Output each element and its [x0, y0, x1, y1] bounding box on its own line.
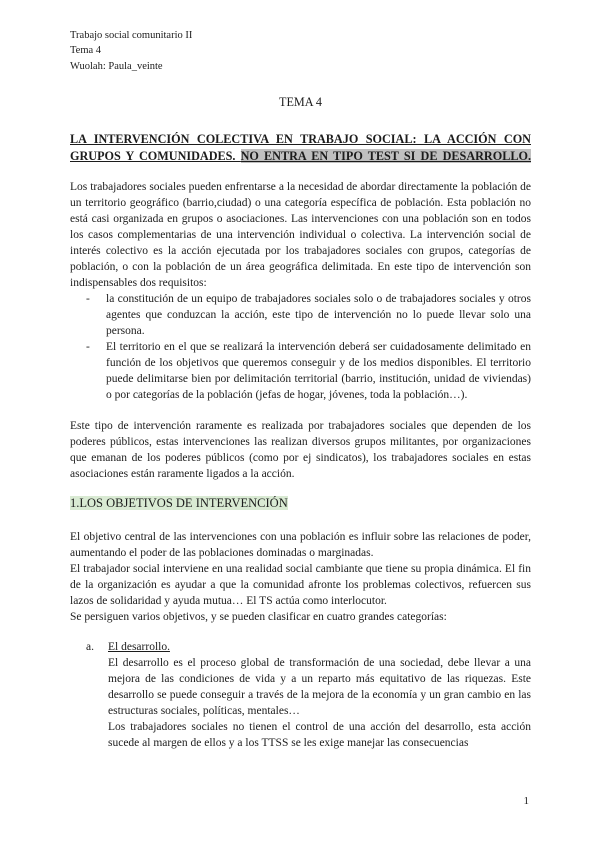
list-item — [70, 291, 531, 339]
main-heading-line2 — [70, 148, 531, 164]
bullet-marker: - — [86, 293, 90, 306]
category-item-a — [70, 639, 531, 751]
page-number: 1 — [523, 795, 529, 807]
section-1-paragraph-3: Se persiguen varios objetivos, y se pueden clasificar en cuatro grandes categorías: — [70, 611, 447, 624]
page-content — [70, 0, 531, 751]
section-1-paragraph-2: El trabajador social interviene en una realidad social cambiante que tiene su propia dinámica. El fin de la organización es ayudar a que la comunidad afronte los problemas colectivos, refuercen sus lazos de solidaridad y ayuda mutua… El TS actúa como interlocutor. — [70, 563, 531, 608]
intro-paragraph-2: Este tipo de intervención raramente es realizada por trabajadores sociales que dependen de los poderes públicos, estas intervenciones las realizan diversos grupos militantes, por organizaciones que emanan de los poderes públicos (como por ej sindicatos), los trabajadores sociales en estas asociaciones están raramente ligados a la acción. — [70, 420, 531, 481]
item-a-body-1: El desarrollo es el proceso global de transformación de una sociedad, debe llevar a una mejora de las condiciones de vida y a un reparto más equitativo de las riquezas. Este desarrollo se puede conseguir a través de la mejora de la economía y un gran cambio en las estructuras sociales, políticas, mentales… — [108, 657, 531, 718]
list-item-text: El territorio en el que se realizará la intervención deberá ser cuidadosamente delimitado en función de los objetivos que queremos conseguir y de los medios disponibles. El territorio puede delimitarse bien por delimitación territorial (barrio, institución, unidad de viviendas) o por categorías de la población (jefas de hogar, jóvenes, toda la población…). — [106, 341, 531, 402]
list-item — [70, 339, 531, 403]
header-topic: Tema 4 — [70, 45, 102, 57]
header-author: Wuolah: Paula_veinte — [70, 60, 163, 72]
bullet-marker: - — [86, 341, 90, 354]
main-heading-line1: LA INTERVENCIÓN COLECTIVA EN TRABAJO SOCIAL: LA ACCIÓN CON — [70, 132, 531, 147]
main-heading-line2-plain: GRUPOS Y COMUNIDADES. — [70, 148, 241, 163]
intro-paragraph-1: Los trabajadores sociales pueden enfrentarse a la necesidad de abordar directamente la población de un territorio geográfico (barrio,ciudad) o una categoría específica de población. Esta población no está casi organizada en grupos o asociaciones. Las intervenciones con una población son en todos los casos complementarias de una intervención individual o colectiva. La intervención social de interés colectivo es la acción ejecutada por los trabajadores sociales con grupos, categorías de población, o con la población de un área geográfica delimitada. En este tipo de intervención son indispensables dos requisitos: — [70, 181, 531, 290]
item-a-content — [108, 639, 531, 751]
main-heading — [70, 131, 531, 164]
section-1-heading-text: 1.LOS OBJETIVOS DE INTERVENCIÓN — [70, 496, 288, 511]
page-title: TEMA 4 — [279, 95, 322, 110]
section-1-heading — [70, 495, 531, 512]
item-a-body-2: Los trabajadores sociales no tienen el control de una acción del desarrollo, esta acción sucede al margen de ellos y a los TTSS se les exige manejar las consecuencias — [108, 721, 531, 750]
requirements-list — [70, 291, 531, 403]
item-a-marker: a. — [86, 641, 94, 654]
main-heading-highlighted-note: NO ENTRA EN TIPO TEST SI DE DESARROLLO. — [240, 148, 531, 163]
list-item-text: la constitución de un equipo de trabajadores sociales solo o de trabajadores sociales y otros agentes que conduzcan la acción, este tipo de intervención no lo puede llevar solo una persona. — [106, 293, 531, 338]
item-a-title: El desarrollo. — [108, 641, 170, 654]
header-course: Trabajo social comunitario II — [70, 30, 193, 41]
section-1-paragraph-1: El objetivo central de las intervenciones con una población es influir sobre las relaciones de poder, aumentando el poder de las poblaciones dominadas o marginadas. — [70, 531, 531, 560]
doc-header — [70, 28, 531, 74]
